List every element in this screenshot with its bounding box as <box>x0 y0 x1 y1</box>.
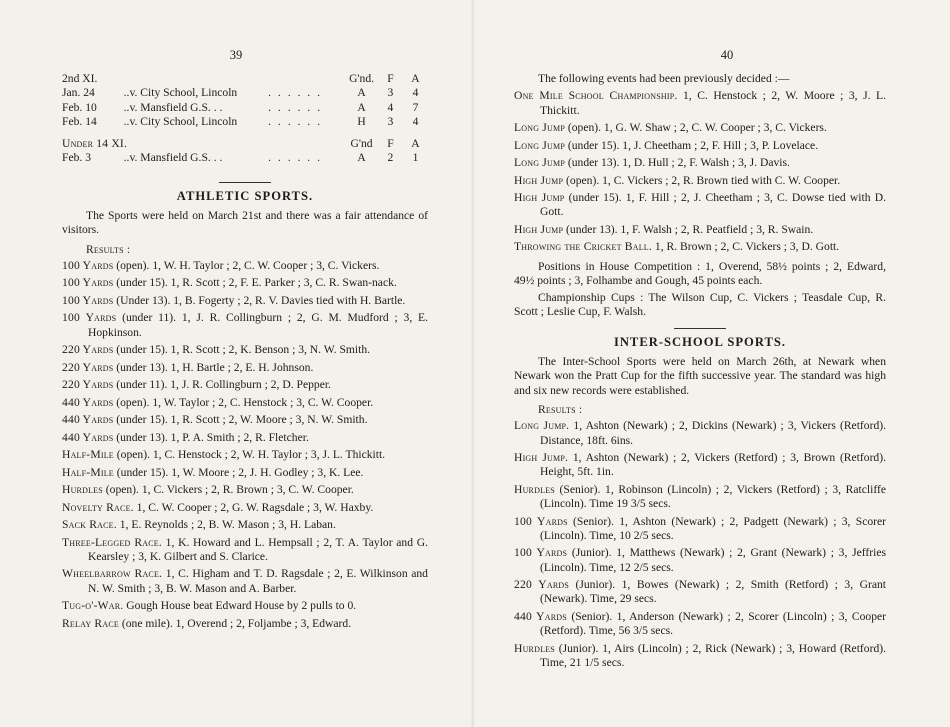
event-result <box>514 419 886 448</box>
event-name: 100 Yards <box>514 546 568 560</box>
event-detail: (Junior). 1, Bowes (Newark) ; 2, Smith (Retford) ; 3, Grant (Newark). Time, 29 secs. <box>540 578 887 606</box>
prior-events-list <box>514 89 886 254</box>
fixture-row <box>62 86 428 100</box>
house-competition: Positions in House Competition : 1, Overend, 58½ points ; 2, Edward, 49½ points ; 3, Folhambe and Gough, 45 points each. <box>514 259 886 287</box>
event-result <box>62 343 428 357</box>
left-page <box>0 0 474 727</box>
fixture-against: 1 <box>412 151 419 165</box>
event-detail: (under 11). 1, J. R. Collingburn ; 2, G. M. Mudford ; 3, E. Hopkinson. <box>88 311 428 339</box>
event-name: Long Jump <box>514 156 565 170</box>
event-result <box>514 139 886 153</box>
fixture-against: 4 <box>412 86 419 100</box>
ground-header: G'nd <box>350 137 373 151</box>
event-result <box>514 89 886 118</box>
event-name: Long Jump <box>514 121 565 135</box>
event-detail: 1, R. Brown ; 2, C. Vickers ; 3, D. Gott. <box>652 240 840 254</box>
event-result <box>62 536 428 565</box>
event-name: Long Jump <box>514 138 565 152</box>
event-name: Half-Mile <box>62 448 114 462</box>
event-name: 440 Yards <box>62 413 114 427</box>
event-result <box>62 617 428 631</box>
event-result <box>62 259 428 273</box>
fixture-opponent: ..v. Mansfield G.S. . . <box>123 100 223 114</box>
event-detail: 1, C. W. Cooper ; 2, G. W. Ragsdale ; 3, W. Haxby. <box>133 500 374 514</box>
fixture-for: 4 <box>387 100 394 114</box>
event-detail: Gough House beat Edward House by 2 pulls to 0. <box>123 599 357 613</box>
event-result <box>514 174 886 188</box>
event-detail: (under 11). 1, J. R. Collingburn ; 2, D. Pepper. <box>113 378 331 392</box>
event-name: High Jump. <box>514 451 569 465</box>
event-result <box>62 501 428 515</box>
event-name: 220 Yards <box>62 360 114 374</box>
event-detail: (under 13). 1, P. A. Smith ; 2, R. Fletcher. <box>113 430 309 444</box>
event-name: Hurdles <box>514 641 555 655</box>
event-name: Novelty Race. <box>62 500 134 514</box>
left-column <box>62 72 428 634</box>
event-name: 100 Yards <box>514 514 568 528</box>
event-result <box>62 466 428 480</box>
event-detail: (open). 1, G. W. Shaw ; 2, C. W. Cooper ; 3, C. Vickers. <box>564 121 827 135</box>
event-detail: (under 15). 1, W. Moore ; 2, J. H. Godley ; 3, K. Lee. <box>113 465 364 479</box>
event-detail: 1, E. Reynolds ; 2, B. W. Mason ; 3, H. Laban. <box>116 518 336 532</box>
athletic-events-list <box>62 259 428 631</box>
athletic-intro: The Sports were held on March 21st and there was a fair attendance of visitors. <box>62 209 428 237</box>
event-name: 440 Yards <box>62 395 114 409</box>
fixture-opponent: ..v. Mansfield G.S. . . <box>123 151 223 165</box>
event-detail: (under 15). 1, R. Scott ; 2, W. Moore ; 3, N. W. Smith. <box>113 413 368 427</box>
event-name: Throwing the Cricket Ball. <box>514 240 652 254</box>
section-title-inter-school: INTER-SCHOOL SPORTS. <box>613 334 787 349</box>
event-result <box>62 378 428 392</box>
event-result <box>62 567 428 596</box>
event-name: 440 Yards <box>514 609 567 623</box>
fixture-for: 3 <box>387 86 394 100</box>
event-name: One Mile School Championship. <box>514 89 678 103</box>
event-name: Tug-o'-War. <box>62 599 124 613</box>
event-name: High Jump <box>514 191 565 205</box>
event-result <box>514 223 886 237</box>
fixture-row <box>62 101 428 115</box>
event-result <box>62 599 428 613</box>
event-name: 220 Yards <box>62 378 114 392</box>
fixture-ground: A <box>357 151 366 165</box>
fixture-date: Feb. 3 <box>62 151 91 165</box>
fixture-against: 4 <box>412 114 419 128</box>
event-result <box>514 610 886 639</box>
page-number-right: 40 <box>720 48 734 62</box>
section-rule <box>219 182 271 183</box>
fixture-opponent: ..v. City School, Lincoln <box>123 114 238 128</box>
right-page <box>474 0 950 727</box>
fixture-ground: A <box>357 100 366 114</box>
event-detail: (Senior). 1, Ashton (Newark) ; 2, Padgett (Newark) ; 3, Scorer (Lincoln). Time, 10 2/5 secs. <box>540 514 886 542</box>
inter-school-events-list <box>514 419 886 670</box>
fixture-date: Jan. 24 <box>62 86 95 100</box>
event-result <box>62 361 428 375</box>
event-result <box>514 240 886 254</box>
event-result <box>514 515 886 544</box>
event-detail: (under 15). 1, J. Cheetham ; 2, F. Hill ; 3, P. Lovelace. <box>564 138 819 152</box>
team-2nd-xi: 2nd XI. <box>62 72 98 85</box>
fixture-leader-dots: . . . . . . <box>268 86 322 100</box>
event-name: 100 Yards <box>62 276 114 290</box>
event-result <box>62 448 428 462</box>
for-header: F <box>387 72 394 85</box>
results-label: Results : <box>86 242 131 256</box>
event-result <box>514 578 886 607</box>
event-detail: (under 15). 1, R. Scott ; 2, K. Benson ; 3, N. W. Smith. <box>113 343 371 357</box>
fixture-row <box>62 151 428 165</box>
event-detail: (open). 1, W. Taylor ; 2, C. Henstock ; 3, C. W. Cooper. <box>113 395 374 409</box>
event-name: Sack Race. <box>62 518 117 532</box>
event-result <box>514 546 886 575</box>
event-result <box>62 276 428 290</box>
event-detail: 1, K. Howard and L. Hempsall ; 2, T. A. Taylor and G. Kearsley ; 3, K. Gilbert and S. Clarice. <box>88 535 428 563</box>
event-name: 220 Yards <box>62 343 114 357</box>
fixture-ground: H <box>357 114 366 128</box>
event-result <box>62 311 428 340</box>
event-name: 220 Yards <box>514 578 569 592</box>
against-header: A <box>411 72 420 85</box>
results-label: Results : <box>538 402 583 416</box>
event-detail: (under 13). 1, D. Hull ; 2, F. Walsh ; 3, J. Davis. <box>564 156 790 170</box>
event-name: Half-Mile <box>62 465 114 479</box>
spacer <box>62 129 428 137</box>
page-number-left: 39 <box>229 48 243 62</box>
event-result <box>514 642 886 671</box>
fixture-opponent: ..v. City School, Lincoln <box>123 86 238 100</box>
event-name: 100 Yards <box>62 311 117 325</box>
event-detail: 1, Ashton (Newark) ; 2, Vickers (Retford) ; 3, Brown (Retford). Height, 5ft. 1in. <box>540 451 886 479</box>
fixtures-header-u14 <box>62 137 428 151</box>
ground-header: G'nd. <box>349 72 375 85</box>
event-name: Three-Legged Race. <box>62 535 162 549</box>
event-name: Long Jump. <box>514 419 570 433</box>
event-detail: (open). 1, C. Henstock ; 2, W. H. Taylor ; 3, J. L. Thickitt. <box>113 448 386 462</box>
section-title-athletic: ATHLETIC SPORTS. <box>176 188 314 203</box>
event-detail: (Junior). 1, Airs (Lincoln) ; 2, Rick (Newark) ; 3, Howard (Retford). Time, 21 1/5 secs. <box>540 641 886 670</box>
for-header: F <box>387 137 394 151</box>
right-column <box>514 72 886 674</box>
event-detail: (open). 1, C. Vickers ; 2, R. Brown ; 3, C. W. Cooper. <box>102 483 354 497</box>
event-name: Wheelbarrow Race. <box>62 567 163 581</box>
event-result <box>62 396 428 410</box>
event-result <box>62 431 428 445</box>
event-detail: (Senior). 1, Robinson (Lincoln) ; 2, Vickers (Retford) ; 3, Ratcliffe (Lincoln). Time 19 3/5 secs. <box>540 482 886 511</box>
event-name: 100 Yards <box>62 293 114 307</box>
event-result <box>514 191 886 220</box>
event-result <box>62 483 428 497</box>
against-header: A <box>411 137 420 151</box>
fixture-ground: A <box>357 86 366 100</box>
section-rule <box>674 328 726 329</box>
event-name: Hurdles <box>514 482 555 496</box>
fixture-date: Feb. 14 <box>62 114 97 128</box>
event-result <box>514 156 886 170</box>
event-name: 440 Yards <box>62 430 114 444</box>
event-detail: (under 15). 1, R. Scott ; 2, F. E. Parker ; 3, C. R. Swan-nack. <box>113 276 397 290</box>
event-detail: (Senior). 1, Anderson (Newark) ; 2, Scorer (Lincoln) ; 3, Cooper (Retford). Time, 56 3/5 secs. <box>540 609 887 638</box>
inter-school-intro: The Inter-School Sports were held on March 26th, at Newark when Newark won the Pratt Cup for the fifth successive year. The standard was high and six new records were established. <box>514 355 886 397</box>
event-detail: (under 15). 1, F. Hill ; 2, J. Cheetham ; 3, C. Dowse tied with D. Gott. <box>540 191 886 219</box>
event-detail: 1, C. Henstock ; 2, W. Moore ; 3, J. L. Thickitt. <box>540 89 886 117</box>
event-result <box>514 451 886 480</box>
event-result <box>62 294 428 308</box>
fixture-for: 3 <box>387 114 394 128</box>
fixture-for: 2 <box>387 151 394 165</box>
team-under-14-xi: Under 14 XI. <box>62 137 128 151</box>
event-detail: (Under 13). 1, B. Fogerty ; 2, R. V. Davies tied with H. Bartle. <box>113 293 406 307</box>
event-detail: (under 13). 1, H. Bartle ; 2, E. H. Johnson. <box>113 360 314 374</box>
event-result <box>62 413 428 427</box>
event-detail: (Junior). 1, Matthews (Newark) ; 2, Grant (Newark) ; 3, Jeffries (Lincoln). Time, 12 2/5 secs. <box>540 546 886 574</box>
fixtures-header-2nd <box>62 72 428 86</box>
event-name: Hurdles <box>62 483 103 497</box>
fixture-date: Feb. 10 <box>62 100 97 114</box>
fixture-row <box>62 115 428 129</box>
fixture-leader-dots: . . . . . . <box>268 151 322 165</box>
event-detail: (one mile). 1, Overend ; 2, Foljambe ; 3, Edward. <box>118 616 352 630</box>
fixture-leader-dots: . . . . . . <box>268 100 322 114</box>
event-detail: 1, Ashton (Newark) ; 2, Dickins (Newark) ; 3, Vickers (Retford). Distance, 18ft. 6ins. <box>540 419 886 447</box>
event-name: 100 Yards <box>62 258 114 272</box>
spacer <box>62 166 428 182</box>
prior-events-intro: The following events had been previously decided :— <box>538 72 790 85</box>
event-result <box>514 483 886 512</box>
event-result <box>62 518 428 532</box>
fixture-against: 7 <box>412 100 419 114</box>
event-detail: 1, C. Higham and T. D. Ragsdale ; 2, E. Wilkinson and N. W. Smith ; 3, B. W. Mason and A. Barber. <box>88 567 428 595</box>
spacer <box>514 320 886 328</box>
event-name: Relay Race <box>62 616 119 630</box>
event-detail: (open). 1, C. Vickers ; 2, R. Brown tied with C. W. Cooper. <box>563 173 841 187</box>
event-detail: (under 13). 1, F. Walsh ; 2, R. Peatfield ; 3, R. Swain. <box>563 222 814 236</box>
fixture-leader-dots: . . . . . . <box>268 114 322 128</box>
event-detail: (open). 1, W. H. Taylor ; 2, C. W. Cooper ; 3, C. Vickers. <box>113 258 380 272</box>
event-name: High Jump <box>514 222 564 236</box>
event-name: High Jump <box>514 173 564 187</box>
event-result <box>514 121 886 135</box>
championship-cups: Championship Cups : The Wilson Cup, C. Vickers ; Teasdale Cup, R. Scott ; Leslie Cup, F. Walsh. <box>514 291 886 319</box>
